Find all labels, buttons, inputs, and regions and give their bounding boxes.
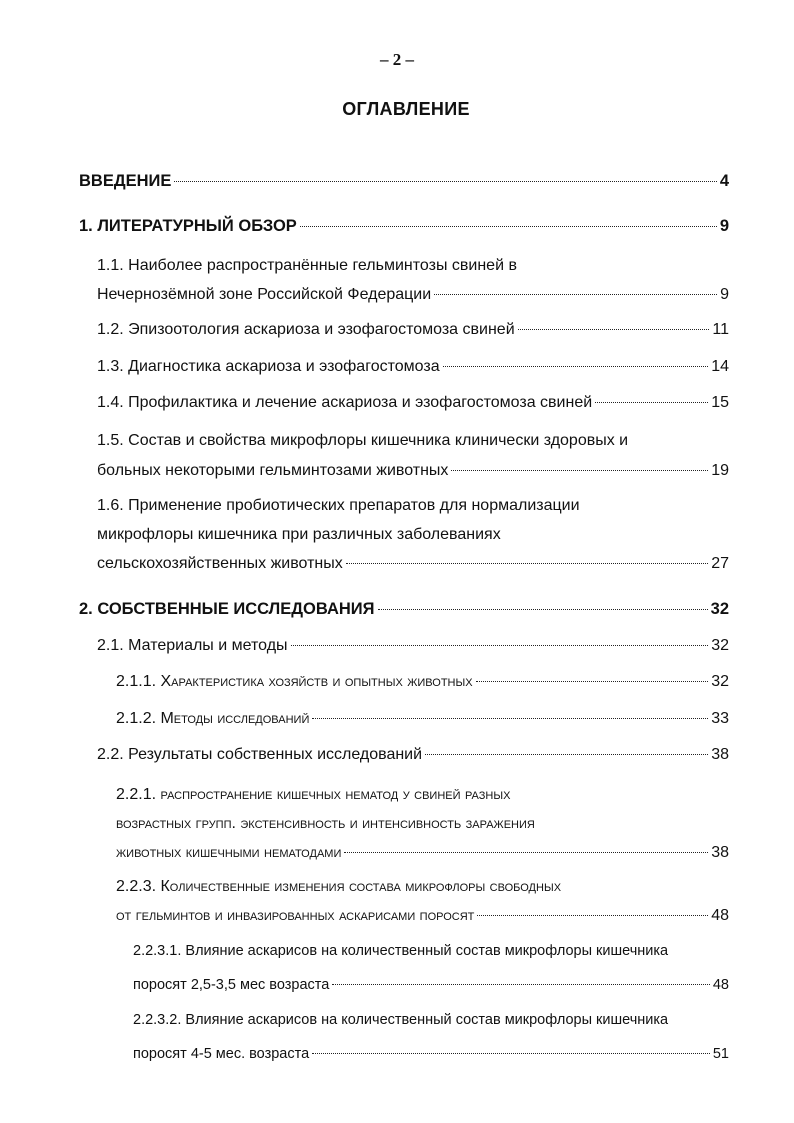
toc-entry-label: 1.1. Наиболее распространённые гельминтозы свиней в	[97, 257, 517, 274]
toc-page-number: 14	[711, 358, 729, 375]
toc-page-number: 32	[710, 600, 729, 618]
toc-page-number: 48	[711, 907, 729, 924]
toc-page-number: 32	[711, 673, 729, 690]
toc-entry-2-2-3[interactable]	[116, 872, 729, 930]
toc-entry-2-2-3-1[interactable]	[133, 934, 729, 1002]
toc-page-number: 51	[712, 1046, 729, 1062]
toc-entry-2-1-1[interactable]	[116, 668, 729, 696]
toc-entry-label: 2.1.2. Методы исследований	[116, 710, 310, 727]
dot-leader	[344, 852, 708, 853]
toc-entry-label: 2.2. Результаты собственных исследований	[97, 746, 423, 763]
dot-leader	[434, 294, 717, 295]
toc-entry-1-3[interactable]	[97, 353, 729, 381]
dot-leader	[443, 366, 709, 367]
toc-page-number: 19	[711, 462, 729, 479]
toc-entry-2-2-1[interactable]	[116, 780, 729, 867]
dot-leader	[595, 402, 708, 403]
dot-leader	[346, 563, 708, 564]
toc-entry-label: поросят 4-5 мес. возраста	[133, 1046, 310, 1062]
toc-entry-label: 2.2.3.1. Влияние аскарисов на количественный состав микрофлоры кишечника	[133, 943, 669, 959]
toc-page-number: 4	[719, 172, 729, 190]
toc-entry-label: больных некоторыми гельминтозами животных	[97, 462, 449, 479]
toc-entry-label: 1.2. Эпизоотология аскариоза и эзофагостомоза свиней	[97, 321, 515, 338]
toc-page-number: 27	[711, 555, 729, 572]
toc-entry-label: микрофлоры кишечника при различных заболеваниях	[97, 526, 501, 543]
page-title: ОГЛАВЛЕНИЕ	[342, 99, 470, 119]
toc-page-number: 9	[720, 286, 729, 303]
toc-entry-2-2[interactable]	[97, 741, 729, 769]
dot-leader	[291, 645, 709, 646]
toc-entry-label: 2.2.3. Количественные изменения состава микрофлоры свободных	[116, 878, 562, 895]
toc-entry-label: 2.2.3.2. Влияние аскарисов на количественный состав микрофлоры кишечника	[133, 1012, 669, 1028]
toc-entry-label: ВВЕДЕНИЕ	[79, 172, 172, 190]
toc-entry-2-1-2[interactable]	[116, 705, 729, 733]
toc-entry-1-4[interactable]	[97, 389, 729, 417]
toc-entry-label: 1.3. Диагностика аскариоза и эзофагостомоза	[97, 358, 440, 375]
dot-leader	[378, 609, 708, 610]
toc-entry-label: 2.2.1. распространение кишечных нематод у свиней разных	[116, 786, 511, 803]
toc-entry-label: 2.1. Материалы и методы	[97, 637, 288, 654]
page-number: – 2 –	[380, 50, 414, 69]
dot-leader	[451, 470, 708, 471]
toc-entry-introduction[interactable]	[79, 167, 729, 195]
toc-entry-label: 1.4. Профилактика и лечение аскариоза и эзофагостомоза свиней	[97, 394, 593, 411]
toc-entry-1-1[interactable]	[97, 251, 729, 309]
toc-page-number: 11	[712, 321, 729, 338]
toc-entry-literature-review[interactable]	[79, 212, 729, 240]
toc-entry-1-5[interactable]	[97, 426, 729, 486]
toc-entry-label: от гельминтов и инвазированных аскарисами поросят	[116, 907, 475, 924]
dot-leader	[476, 681, 709, 682]
toc-entry-2-2-3-2[interactable]	[133, 1003, 729, 1071]
toc-entry-label: животных кишечными нематодами	[116, 844, 342, 861]
dot-leader	[477, 915, 708, 916]
toc-entry-label: 1.5. Состав и свойства микрофлоры кишечника клинически здоровых и	[97, 432, 629, 449]
toc-entry-label: 1. ЛИТЕРАТУРНЫЙ ОБЗОР	[79, 217, 297, 235]
toc-page-number: 32	[711, 637, 729, 654]
toc-entry-1-6[interactable]	[97, 491, 729, 578]
dot-leader	[174, 181, 716, 182]
toc-entry-label: 2.1.1. Характеристика хозяйств и опытных животных	[116, 673, 473, 690]
toc-page-number: 33	[711, 710, 729, 727]
toc-entry-2-1[interactable]	[97, 632, 729, 660]
toc-page-number: 9	[719, 217, 729, 235]
toc-entry-own-research[interactable]	[79, 595, 729, 623]
toc-entry-1-2[interactable]	[97, 316, 729, 344]
dot-leader	[312, 718, 708, 719]
dot-leader	[518, 329, 710, 330]
dot-leader	[425, 754, 708, 755]
dot-leader	[312, 1053, 710, 1054]
toc-entry-label: 2. СОБСТВЕННЫЕ ИССЛЕДОВАНИЯ	[79, 600, 375, 618]
toc-page-number: 38	[711, 746, 729, 763]
toc-entry-label: 1.6. Применение пробиотических препаратов для нормализации	[97, 497, 580, 514]
dot-leader	[332, 984, 710, 985]
dot-leader	[300, 226, 717, 227]
toc-entry-label: возрастных групп. экстенсивность и интенсивность заражения	[116, 815, 535, 832]
toc-page-number: 15	[711, 394, 729, 411]
toc-entry-label: поросят 2,5-3,5 мес возраста	[133, 977, 330, 993]
toc-page-number: 38	[711, 844, 729, 861]
toc-entry-label: сельскохозяйственных животных	[97, 555, 343, 572]
toc-page-number: 48	[712, 977, 729, 993]
toc-entry-label: Нечернозёмной зоне Российской Федерации	[97, 286, 432, 303]
